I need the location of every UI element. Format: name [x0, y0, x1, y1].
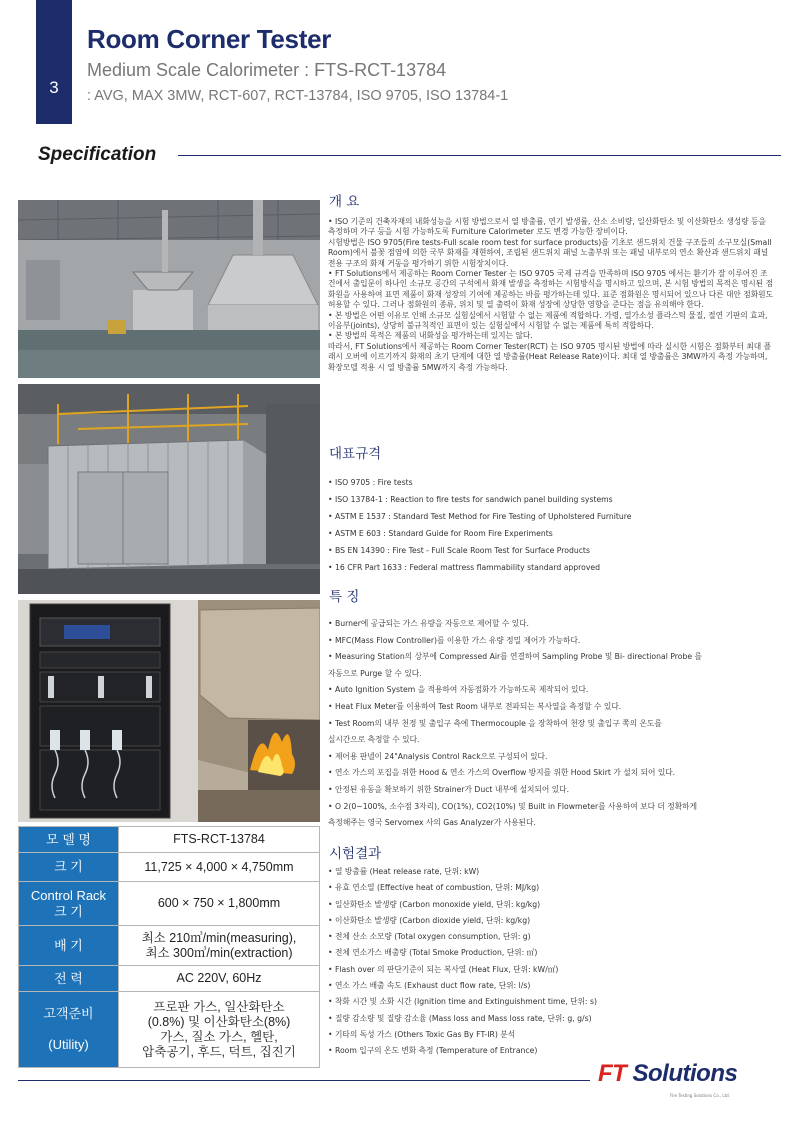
feature-item: • 연소 가스의 포집을 위한 Hood & 연소 가스의 Overflow 방지를 위한 Hood Skirt 가 설치 되어 있다. — [328, 768, 676, 778]
result-item: • 이산화탄소 발생량 (Carbon dioxide yield, 단위: kg/kg) — [328, 915, 531, 925]
result-item: • 일산화탄소 발생량 (Carbon monoxide yield, 단위: kg/kg) — [328, 899, 541, 909]
photo-control-rack-and-burner — [18, 600, 320, 822]
logo-ft: FT — [598, 1060, 627, 1087]
standard-item: • BS EN 14390 : Fire Test - Full Scale Room Test for Surface Products — [328, 545, 590, 555]
result-item: • 열 방출률 (Heat release rate, 단위: kW) — [328, 867, 480, 876]
features-heading: 특 징 — [329, 589, 360, 605]
spec-label: Control Rack 크 기 — [19, 882, 119, 926]
feature-item: 측정해주는 영국 Servomex 사의 Gas Analyzer가 사용된다. — [328, 818, 536, 828]
feature-item: 자동으로 Purge 할 수 있다. — [328, 668, 422, 678]
result-item: • 연소 가스 배출 속도 (Exhaust duct flow rate, 단위: l/s) — [328, 981, 531, 991]
result-item: • Room 입구의 온도 변화 측정 (Temperature of Entrance) — [328, 1046, 538, 1056]
overview-paragraph: • 본 방법은 어떤 이유로 인해 소규모 실험실에서 시험할 수 없는 제품에 적합하다. 가령, 열가소성 플라스틱 물질, 절연 기판의 효과, 이음부(joints), 상당히 불규칙적인 표면이 있는 실험실에서 시험할 수 없는 제품에 특히 적합하다. — [328, 310, 768, 331]
standards-list — [328, 475, 778, 576]
spec-value: 프로판 가스, 일산화탄소 (0.8%) 및 이산화탄소(8%) 가스, 질소 가스, 헬탄, 압축공기, 후드, 덕트, 집진기 — [119, 992, 320, 1068]
spec-row — [19, 827, 320, 853]
feature-item: • 제어용 판넬이 24"Analysis Control Rack으로 구성되어 있다. — [328, 751, 548, 761]
feature-item: • O 2(0~100%, 소수점 3자리), CO(1%), CO2(10%) 및 Built in Flowmeter를 사용하여 보다 더 정확하게 — [328, 801, 698, 811]
overview-paragraph: 시험방법은 ISO 9705(Fire tests-Full scale room test for surface products)를 기초로 샌드위치 건물 구조들의 소구모실(Small Room)에서 불꽃 점염에 의한 국부 화재를 재현하여, 조립된 샌드위치 패널 노출부위 또는 패널 내부로의 연소 확산과 샌드위치 패널 전용 구조의 화재 거동을 평가하기 위한 시험장치이다. — [328, 237, 772, 268]
model-list: : AVG, MAX 3MW, RCT-607, RCT-13784, ISO 9705, ISO 13784-1 — [87, 88, 509, 104]
spec-table — [18, 826, 320, 1068]
standard-item: • ASTM E 1537 : Standard Test Method for Fire Testing of Upholstered Furniture — [328, 511, 632, 521]
spec-label: 크 기 — [19, 853, 119, 882]
feature-item: • Measuring Station의 상부에 Compressed Air를 연결하여 Sampling Probe 및 Bi- directional Probe 를 — [328, 652, 702, 662]
feature-item: • MFC(Mass Flow Controller)를 이용한 가스 유량 정밀 제어가 가능하다. — [328, 635, 581, 645]
spec-value: 600 × 750 × 1,800mm — [119, 882, 320, 926]
standard-item: • ASTM E 603 : Standard Guide for Room Fire Experiments — [328, 528, 553, 538]
result-item: • 유효 연소열 (Effective heat of combustion, 단위: MJ/kg) — [328, 883, 540, 893]
spec-row — [19, 853, 320, 882]
feature-item: • 안정된 유동을 확보하기 위한 Strainer가 Duct 내부에 설치되어 있다. — [328, 784, 570, 794]
page-number-tab — [36, 0, 72, 124]
footer-divider — [18, 1080, 590, 1081]
spec-label: 고객준비 (Utility) — [19, 992, 119, 1068]
result-item: • Flash over 의 판단기준이 되는 복사열 (Heat Flux, 단위: kW/㎡) — [328, 964, 559, 974]
spec-label: 전 력 — [19, 966, 119, 992]
overview-paragraph: • ISO 기준의 건축자재의 내화성능을 시험 방법으로서 열 방출률, 연기 발생률, 산소 소비량, 일산화탄소 및 이산화탄소 생성량 등을 측정하며 가구 등을 시험 가능하도록 Furniture Calorimeter 로도 변경 가능한 장비이다. — [328, 217, 766, 237]
product-subtitle: Medium Scale Calorimeter : FTS-RCT-13784 — [87, 60, 447, 80]
overview-text — [328, 217, 774, 373]
overview-heading: 개 요 — [329, 194, 360, 210]
result-item: • 질량 감소량 및 질량 감소율 (Mass loss and Mass loss rate, 단위: g, g/s) — [328, 1013, 592, 1023]
standard-item: • ISO 13784-1 : Reaction to fire tests for sandwich panel building systems — [328, 494, 613, 504]
spec-value: 11,725 × 4,000 × 4,750mm — [119, 853, 320, 882]
result-item: • 전체 산소 소모량 (Total oxygen consumption, 단위: g) — [328, 932, 531, 942]
heading-divider — [178, 155, 781, 156]
result-item: • 전체 연소가스 배출량 (Total Smoke Production, 단위: ㎥) — [328, 948, 538, 958]
spec-label: 모 델 명 — [19, 827, 119, 853]
spec-row — [19, 992, 320, 1068]
feature-item: • Auto Ignition System 을 적용하여 자동점화가 가능하도록 제작되어 있다. — [328, 685, 589, 695]
spec-value: 최소 210㎥/min(measuring), 최소 300㎥/min(extraction) — [119, 926, 320, 966]
logo-solutions: Solutions — [626, 1060, 738, 1087]
specification-heading: Specification — [38, 144, 157, 165]
overview-paragraph: 따라서, FT Solutions에서 제공하는 Room Corner Tester(RCT) 는 ISO 9705 명시된 방법에 따라 실시한 시험은 점화부터 최대 플래시 오버에 이르기까지 화재의 초기 단계에 대한 열 방출률(Heat Release Rate)이다. 최대 열 방출률은 3MW까지 측정 가능하며, 확장모델 적용 시 열 방출률 5MW까지 측정 가능하다. — [328, 341, 772, 372]
results-list — [328, 864, 778, 1060]
photo-test-hall — [18, 200, 320, 378]
feature-item: • Burner에 공급되는 가스 유량을 자동으로 제어할 수 있다. — [328, 619, 529, 628]
spec-row — [19, 882, 320, 926]
overview-paragraph: • FT Solutions에서 제공하는 Room Corner Tester 는 ISO 9705 국제 규격을 만족하며 ISO 9705 에서는 환기가 잘 이루어진 조건에서 출입문이 하나인 소규모 공간의 구석에서 화재 발생을 측정하는 시험방식을 명시하고 있으며, 본 시험 방법의 목적은 명시된 점화원을 사용하여 표면 제품이 화재 성장의 기여에 제공하는 바를 평가하는데 있다. 표준 점화원은 명시되어 있으나 다른 대안 점화원도 허용할 수 있다. 그러나 점화원의 종류, 위치 및 열 출력이 화재 성장에 상당한 영향을 준다는 점을 유의해야 한다. — [328, 269, 773, 310]
feature-item: 실시간으로 측정할 수 있다. — [328, 735, 420, 745]
spec-value: AC 220V, 60Hz — [119, 966, 320, 992]
spec-row — [19, 966, 320, 992]
standard-item: • ISO 9705 : Fire tests — [328, 478, 413, 487]
results-heading: 시험결과 — [329, 846, 382, 862]
spec-label: 배 기 — [19, 926, 119, 966]
features-list — [328, 616, 778, 832]
page-title: Room Corner Tester — [87, 24, 332, 54]
page-number: 3 — [49, 78, 59, 97]
feature-item: • Test Room의 내부 천정 및 출입구 측에 Thermocouple 을 장착하여 천장 및 출입구 쪽의 온도를 — [328, 718, 662, 728]
standards-heading: 대표규격 — [329, 446, 382, 462]
feature-item: • Heat Flux Meter를 이용하여 Test Room 내부로 전파되는 복사열을 측정할 수 있다. — [328, 701, 622, 711]
overview-paragraph: • 본 방법의 목적은 제품의 내화성을 평가하는데 있지는 않다. — [328, 331, 533, 341]
spec-row — [19, 926, 320, 966]
result-item: • 착화 시간 및 소화 시간 (Ignition time and Extinguishment time, 단위: s) — [328, 997, 597, 1007]
standard-item: • 16 CFR Part 1633 : Federal mattress flammability standard approved — [328, 562, 601, 572]
company-logo — [598, 1060, 737, 1088]
spec-value: FTS-RCT-13784 — [119, 827, 320, 853]
photo-test-room — [18, 384, 320, 594]
result-item: • 기타의 독성 가스 (Others Toxic Gas By FT-IR) 분석 — [328, 1029, 516, 1039]
logo-tagline: Fire Testing Solutions Co., Ltd. — [670, 1093, 730, 1098]
